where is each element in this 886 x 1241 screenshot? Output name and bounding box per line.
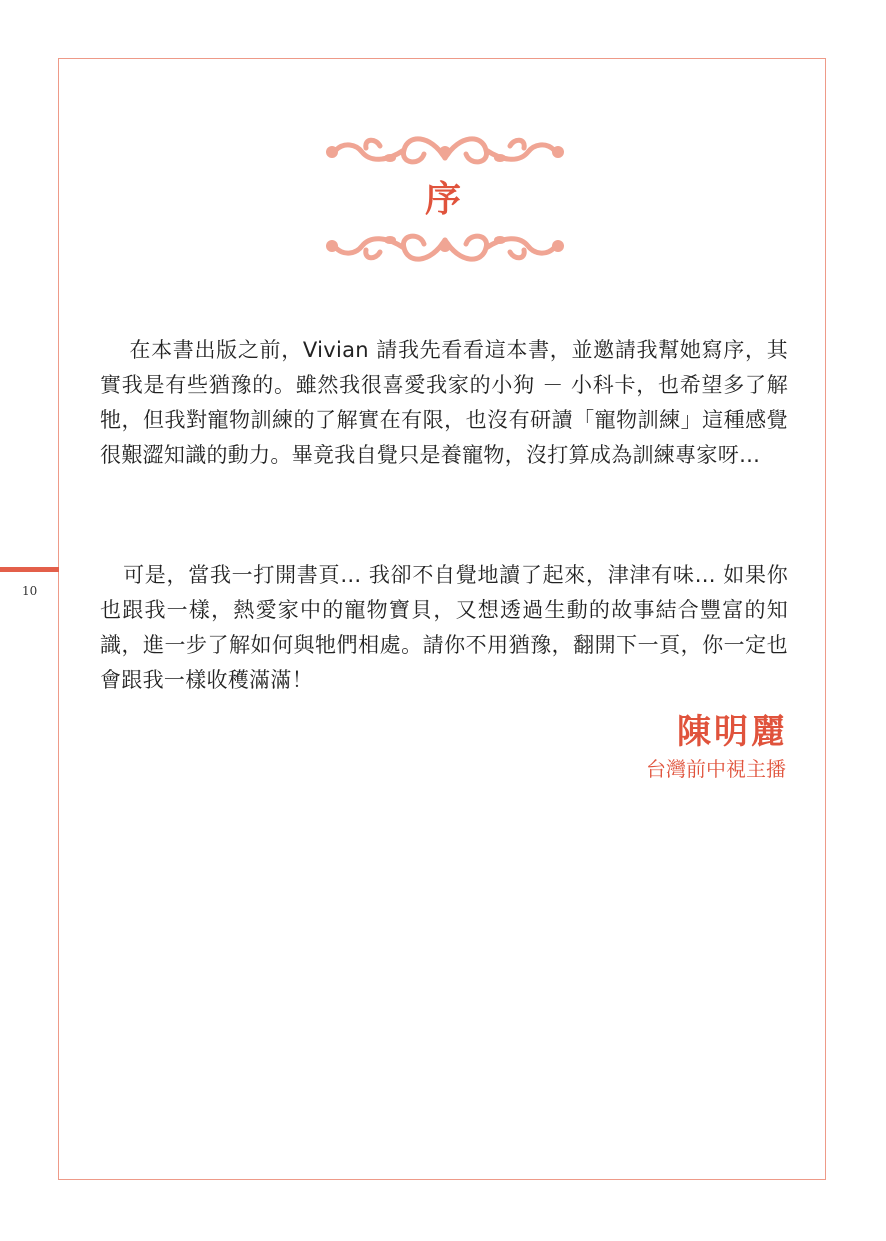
body-paragraph-2: 可是，當我一打開書頁… 我卻不自覺地讀了起來，津津有味… 如果你也跟我一樣，熱愛家中的寵物寶貝，又想透過生動的故事結合豐富的知識，進一步了解如何與牠們相處。請你不用猶豫，翻開下一頁，你一定也會跟我一樣收穫滿滿！	[100, 563, 788, 692]
ornament-bottom-icon	[320, 226, 570, 270]
body-paragraph-1: 在本書出版之前，Vivian 請我先看看這本書，並邀請我幫她寫序，其實我是有些猶豫的。雖然我很喜愛我家的小狗 － 小科卡，也希望多了解牠，但我對寵物訓練的了解實在有限，也沒有研讀「寵物訓練」這種感覺很艱澀知識的動力。畢竟我自覺只是養寵物，沒打算成為訓練專家呀…	[100, 338, 788, 467]
page-title: 序	[424, 178, 461, 220]
ornament-top-icon	[320, 128, 570, 172]
signature-name: 陳明麗	[677, 712, 788, 752]
page-number: 10	[22, 584, 38, 598]
page-edge-tab	[0, 567, 59, 572]
signature-role: 台灣前中視主播	[646, 757, 786, 781]
